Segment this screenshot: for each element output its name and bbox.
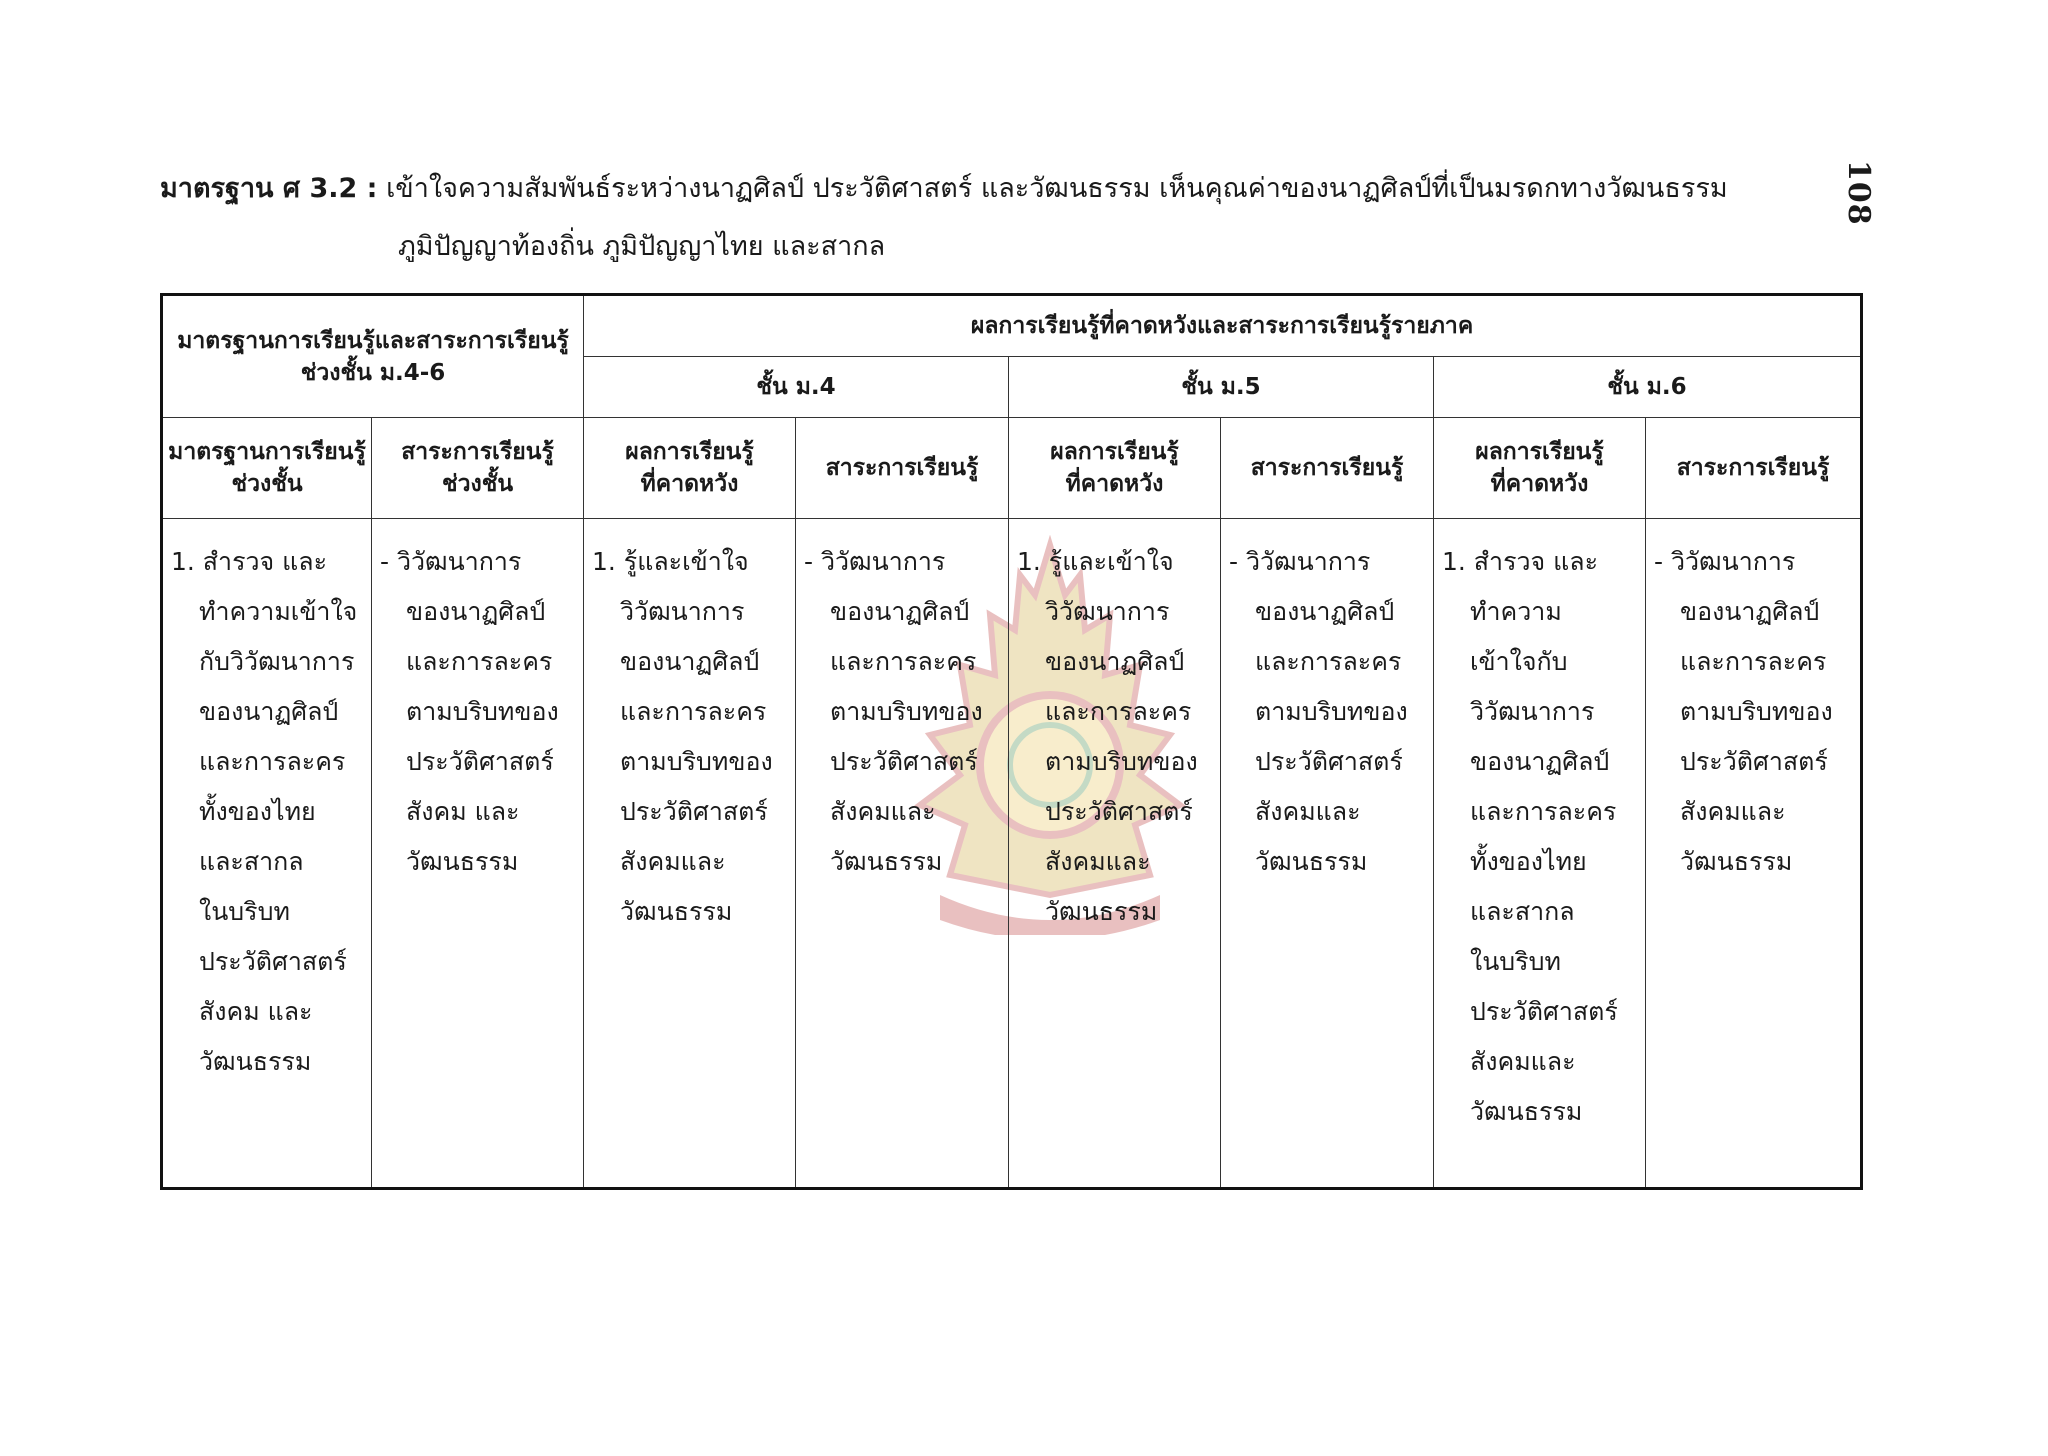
cell-line: สังคมและ: [620, 847, 726, 876]
column-header-line1: ผลการเรียนรู้: [625, 439, 754, 465]
cell-line: วิวัฒนาการ: [1045, 597, 1170, 626]
cell-line: ประวัติศาสตร์: [1255, 747, 1403, 776]
table-cell: [1221, 519, 1434, 1189]
cell-line: ในบริบท: [1470, 947, 1561, 976]
column-header: [1221, 418, 1434, 519]
table-cell: [372, 519, 584, 1189]
cell-line: ตามบริบทของ: [1045, 747, 1198, 776]
cell-line: สังคม และ: [406, 797, 520, 826]
cell-line: ของนาฏศิลป์: [1470, 747, 1610, 776]
cell-line: ทั้งของไทย: [1470, 847, 1587, 876]
header-grade-m6: ชั้น ม.6: [1434, 357, 1862, 418]
cell-line: สังคมและ: [1470, 1047, 1576, 1076]
cell-line: ตามบริบทของ: [830, 697, 983, 726]
cell-line: และการละคร: [830, 647, 977, 676]
cell-line: กับวิวัฒนาการ: [199, 647, 355, 676]
cell-line: วัฒนธรรม: [830, 847, 943, 876]
column-header: [1009, 418, 1221, 519]
header-grade-m4: ชั้น ม.4: [584, 357, 1009, 418]
cell-line: - วิวัฒนาการ: [380, 547, 522, 576]
cell-line: ทำความเข้าใจ: [199, 597, 358, 626]
table-cell: [162, 519, 372, 1189]
standard-description-line2: ภูมิปัญญาท้องถิ่น ภูมิปัญญาไทย และสากล: [398, 231, 886, 262]
cell-line: และการละคร: [1680, 647, 1827, 676]
column-header-line1: ผลการเรียนรู้: [1475, 439, 1604, 465]
cell-line: ตามบริบทของ: [620, 747, 773, 776]
cell-line: วัฒนธรรม: [1045, 897, 1158, 926]
standard-label: มาตรฐาน ศ 3.2 :: [160, 173, 378, 204]
cell-entry: [1017, 537, 1216, 937]
table-cell: [796, 519, 1009, 1189]
table-body-row: [162, 519, 1862, 1189]
cell-line: สังคม และ: [199, 997, 313, 1026]
cell-line: และสากล: [1470, 897, 1575, 926]
column-header-line2: ที่คาดหวัง: [640, 471, 739, 497]
cell-line: ทำความ: [1470, 597, 1562, 626]
cell-line: ประวัติศาสตร์: [1470, 997, 1618, 1026]
cell-line: วิวัฒนาการ: [620, 597, 745, 626]
column-header-line2: ที่คาดหวัง: [1490, 471, 1589, 497]
cell-line: ทั้งของไทย: [199, 797, 316, 826]
cell-line: ตามบริบทของ: [406, 697, 559, 726]
cell-entry: [1654, 537, 1856, 887]
cell-entry: [380, 537, 579, 887]
column-header-row: [162, 418, 1862, 519]
cell-line: ในบริบท: [199, 897, 290, 926]
cell-line: วัฒนธรรม: [1680, 847, 1793, 876]
cell-line: วัฒนธรรม: [406, 847, 519, 876]
cell-line: วัฒนธรรม: [1255, 847, 1368, 876]
cell-entry: [592, 537, 791, 937]
cell-line: ตามบริบทของ: [1255, 697, 1408, 726]
column-header-line1: มาตรฐานการเรียนรู้: [168, 439, 366, 465]
header-standards-line2: ช่วงชั้น ม.4-6: [300, 359, 446, 386]
cell-line: วัฒนธรรม: [1470, 1097, 1583, 1126]
cell-entry: [171, 537, 367, 1087]
header-standards-line1: มาตรฐานการเรียนรู้และสาระการเรียนรู้: [177, 327, 569, 354]
column-header: [372, 418, 584, 519]
column-header-line1: สาระการเรียนรู้: [1676, 455, 1830, 481]
cell-line: และการละคร: [1045, 697, 1192, 726]
cell-line: และการละคร: [620, 697, 767, 726]
cell-line: ของนาฏศิลป์: [1680, 597, 1820, 626]
cell-line: ของนาฏศิลป์: [1045, 647, 1185, 676]
column-header: [584, 418, 796, 519]
standard-description-line1: เข้าใจความสัมพันธ์ระหว่างนาฏศิลป์ ประวัติศาสตร์ และวัฒนธรรม เห็นคุณค่าของนาฏศิลป์ที่เป็นมรดกทางวัฒนธรรม: [386, 173, 1728, 204]
table-cell: [584, 519, 796, 1189]
column-header: [162, 418, 372, 519]
cell-line: 1. รู้และเข้าใจ: [592, 547, 749, 576]
cell-line: ประวัติศาสตร์: [830, 747, 978, 776]
table-cell: [1646, 519, 1862, 1189]
curriculum-table: [160, 293, 1863, 1190]
cell-entry: [804, 537, 1004, 887]
cell-line: ของนาฏศิลป์: [406, 597, 546, 626]
column-header-line1: สาระการเรียนรู้: [401, 439, 554, 465]
cell-line: ของนาฏศิลป์: [620, 647, 760, 676]
cell-line: ประวัติศาสตร์: [406, 747, 554, 776]
cell-line: วัฒนธรรม: [620, 897, 733, 926]
cell-line: สังคมและ: [1045, 847, 1151, 876]
column-header: [1434, 418, 1646, 519]
page-number: 108: [1841, 160, 1876, 226]
cell-line: ของนาฏศิลป์: [1255, 597, 1395, 626]
cell-line: ประวัติศาสตร์: [1680, 747, 1828, 776]
cell-line: วิวัฒนาการ: [1470, 697, 1595, 726]
cell-line: 1. สำรวจ และ: [1442, 547, 1599, 576]
cell-line: สังคมและ: [830, 797, 936, 826]
column-header-line2: ช่วงชั้น: [231, 471, 303, 497]
column-header-line1: ผลการเรียนรู้: [1050, 439, 1179, 465]
cell-line: วัฒนธรรม: [199, 1047, 312, 1076]
cell-line: ตามบริบทของ: [1680, 697, 1833, 726]
cell-line: ของนาฏศิลป์: [199, 697, 339, 726]
cell-line: - วิวัฒนาการ: [1229, 547, 1371, 576]
cell-line: และการละคร: [406, 647, 553, 676]
cell-line: ของนาฏศิลป์: [830, 597, 970, 626]
cell-line: - วิวัฒนาการ: [1654, 547, 1796, 576]
header-expected-outcomes: ผลการเรียนรู้ที่คาดหวังและสาระการเรียนรู้รายภาค: [584, 295, 1862, 357]
column-header-line2: ที่คาดหวัง: [1065, 471, 1164, 497]
cell-line: และการละคร: [1255, 647, 1402, 676]
cell-line: สังคมและ: [1680, 797, 1786, 826]
cell-line: และการละคร: [199, 747, 346, 776]
column-header-line2: ช่วงชั้น: [441, 471, 514, 497]
column-header: [1646, 418, 1862, 519]
cell-line: ประวัติศาสตร์: [620, 797, 768, 826]
header-grade-m5: ชั้น ม.5: [1009, 357, 1434, 418]
cell-entry: [1442, 537, 1641, 1137]
cell-line: เข้าใจกับ: [1470, 647, 1568, 676]
cell-line: ประวัติศาสตร์: [1045, 797, 1193, 826]
table-cell: [1009, 519, 1221, 1189]
cell-line: และสากล: [199, 847, 304, 876]
table-cell: [1434, 519, 1646, 1189]
cell-line: และการละคร: [1470, 797, 1617, 826]
column-header-line1: สาระการเรียนรู้: [1250, 455, 1404, 481]
cell-line: - วิวัฒนาการ: [804, 547, 946, 576]
header-standards-and-content: [162, 295, 584, 418]
standard-heading: [160, 160, 1880, 276]
cell-entry: [1229, 537, 1429, 887]
cell-line: 1. รู้และเข้าใจ: [1017, 547, 1174, 576]
cell-line: ประวัติศาสตร์: [199, 947, 347, 976]
column-header-line1: สาระการเรียนรู้: [825, 455, 979, 481]
cell-line: 1. สำรวจ และ: [171, 547, 328, 576]
column-header: [796, 418, 1009, 519]
cell-line: สังคมและ: [1255, 797, 1361, 826]
